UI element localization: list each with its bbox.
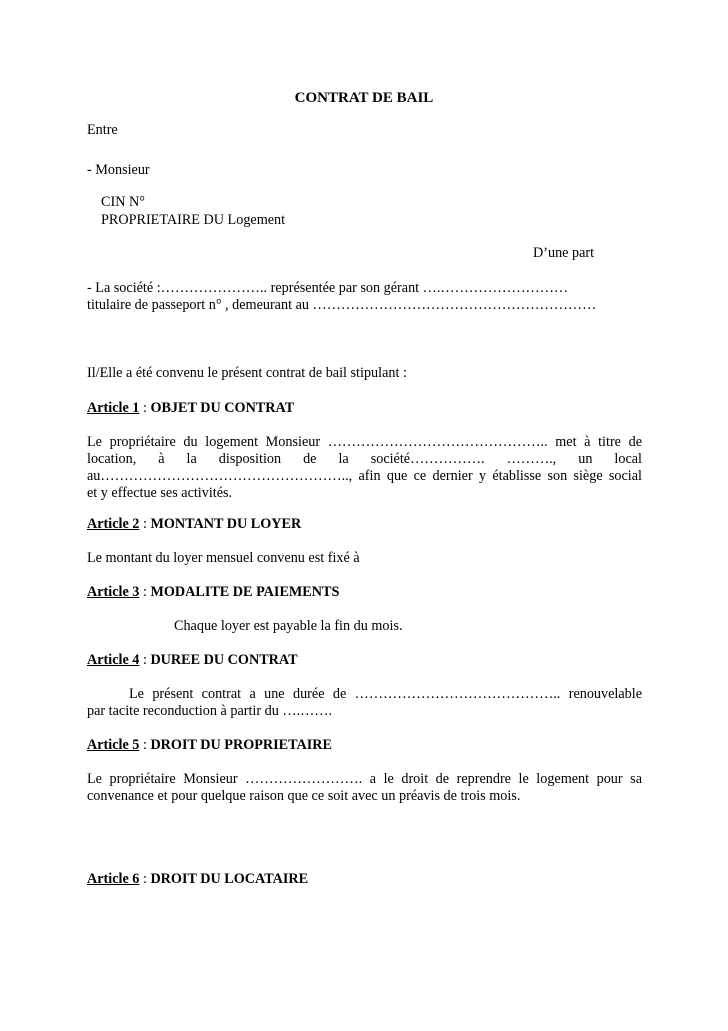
article-1-line-1: Le propriétaire du logement Monsieur ……………………………………….. met à titre de (87, 434, 642, 450)
article-3-line-1: Chaque loyer est payable la fin du mois. (174, 618, 403, 634)
convenu-statement: Il/Elle a été convenu le présent contrat de bail stipulant : (87, 365, 407, 381)
article-1-line-2: location, à la disposition de la société……………. ………., un local (87, 451, 642, 467)
article-number: Article 6 (87, 871, 140, 887)
article-4-heading (87, 652, 298, 669)
article-title: DROIT DU LOCATAIRE (150, 871, 309, 887)
article-3-heading (87, 584, 339, 601)
article-separator: : (139, 737, 151, 753)
article-number: Article 5 (87, 737, 140, 753)
article-number: Article 1 (87, 400, 140, 416)
article-2-heading (87, 516, 301, 533)
article-4-line-2: par tacite reconduction à partir du ….……. (87, 703, 333, 719)
intro-monsieur: - Monsieur (87, 162, 150, 178)
article-title: DUREE DU CONTRAT (150, 652, 298, 668)
article-title: DROIT DU PROPRIETAIRE (150, 737, 333, 753)
article-4-line-1: Le présent contrat a une durée de …………………………………….. renouvelable (129, 686, 642, 702)
intro-dune-part: D’une part (533, 245, 595, 261)
article-6-heading (87, 871, 308, 888)
article-separator: : (139, 584, 151, 600)
societe-line-1: - La société :………………….. représentée par son gérant ….……………………… (87, 280, 569, 296)
article-1-line-3: au…………………………………………….., afin que ce dernier y établisse son siège social (87, 468, 642, 484)
article-title: MODALITE DE PAIEMENTS (150, 584, 340, 600)
intro-cin: CIN N° (101, 194, 145, 210)
article-separator: : (139, 652, 151, 668)
intro-entre: Entre (87, 122, 118, 138)
societe-line-2: titulaire de passeport n° , demeurant au …………………………………………………… (87, 297, 597, 313)
article-title: OBJET DU CONTRAT (150, 400, 295, 416)
document-title: CONTRAT DE BAIL (294, 90, 434, 106)
article-2-line-1: Le montant du loyer mensuel convenu est fixé à (87, 550, 360, 566)
article-separator: : (139, 871, 151, 887)
article-number: Article 4 (87, 652, 140, 668)
article-1-line-4: et y effectue ses activités. (87, 485, 233, 501)
article-1-heading (87, 400, 294, 417)
article-number: Article 3 (87, 584, 140, 600)
article-5-line-2: convenance et pour quelque raison que ce soit avec un préavis de trois mois. (87, 788, 521, 804)
article-separator: : (139, 400, 151, 416)
article-5-line-1: Le propriétaire Monsieur ……………………. a le droit de reprendre le logement pour sa (87, 771, 642, 787)
intro-proprietaire: PROPRIETAIRE DU Logement (101, 212, 286, 228)
article-5-heading (87, 737, 332, 754)
article-number: Article 2 (87, 516, 140, 532)
article-separator: : (139, 516, 151, 532)
article-title: MONTANT DU LOYER (150, 516, 302, 532)
